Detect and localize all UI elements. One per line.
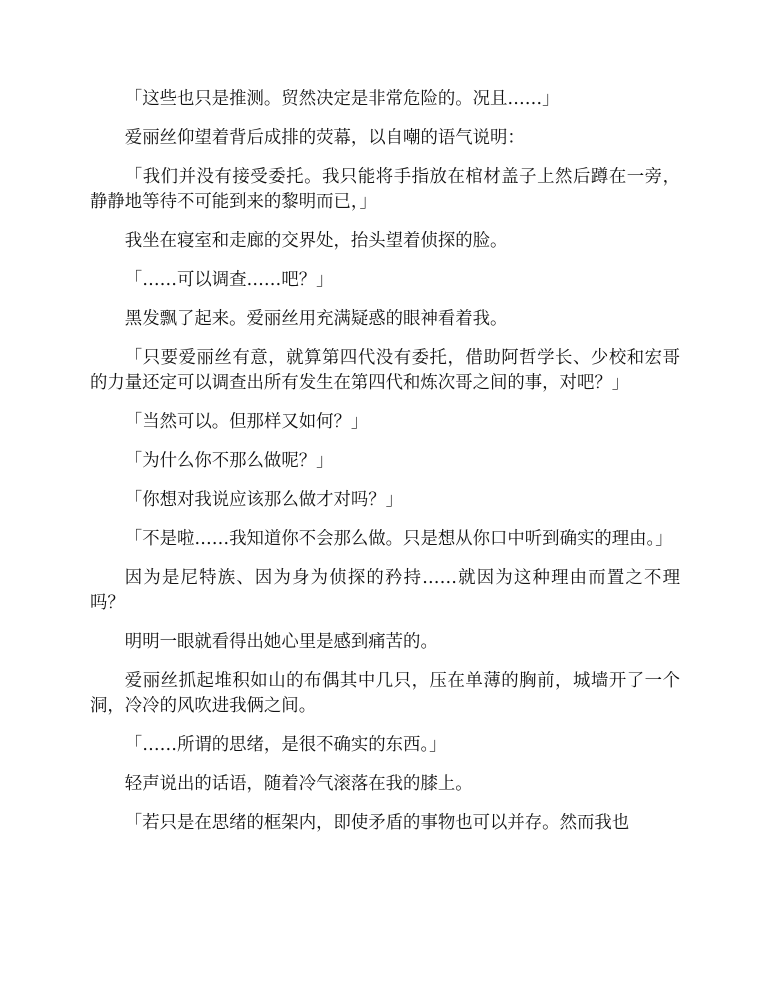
paragraph: 「我们并没有接受委托。我只能将手指放在棺材盖子上然后蹲在一旁，静静地等待不可能到来的黎明而已，」 xyxy=(90,167,680,212)
paragraph: 「……所谓的思绪，是很不确实的东西。」 xyxy=(124,735,447,755)
paragraph: 「若只是在思绪的框架内，即使矛盾的事物也可以并存。然而我也 xyxy=(124,813,630,833)
paragraph: 因为是尼特族、因为身为侦探的矜持……就因为这种理由而置之不理吗？ xyxy=(90,568,680,613)
paragraph: 「不是啦……我知道你不会那么做。只是想从你口中听到确实的理由。」 xyxy=(124,529,673,549)
paragraph: 「……可以调查……吧？」 xyxy=(124,270,334,290)
book-page xyxy=(90,87,680,850)
paragraph: 黑发飘了起来。爱丽丝用充满疑惑的眼神看着我。 xyxy=(124,309,508,329)
paragraph: 「只要爱丽丝有意，就算第四代没有委托，借助阿哲学长、少校和宏哥的力量还定可以调查出所有发生在第四代和炼次哥之间的事，对吧？」 xyxy=(90,348,680,393)
paragraph: 明明一眼就看得出她心里是感到痛苦的。 xyxy=(124,632,438,652)
paragraph: 爱丽丝抓起堆积如山的布偶其中几只，压在单薄的胸前，城墙开了一个洞，冷冷的风吹进我俩之间。 xyxy=(90,671,680,716)
paragraph: 「这些也只是推测。贸然决定是非常危险的。况且……」 xyxy=(124,89,560,109)
paragraph: 「你想对我说应该那么做才对吗？」 xyxy=(124,490,404,510)
paragraph: 我坐在寝室和走廊的交界处，抬头望着侦探的脸。 xyxy=(124,231,508,251)
paragraph: 「当然可以。但那样又如何？」 xyxy=(124,412,369,432)
paragraph: 轻声说出的话语，随着冷气滚落在我的膝上。 xyxy=(124,774,473,794)
paragraph: 爱丽丝仰望着背后成排的荧幕，以自嘲的语气说明： xyxy=(124,128,525,148)
paragraph: 「为什么你不那么做呢？」 xyxy=(124,451,334,471)
